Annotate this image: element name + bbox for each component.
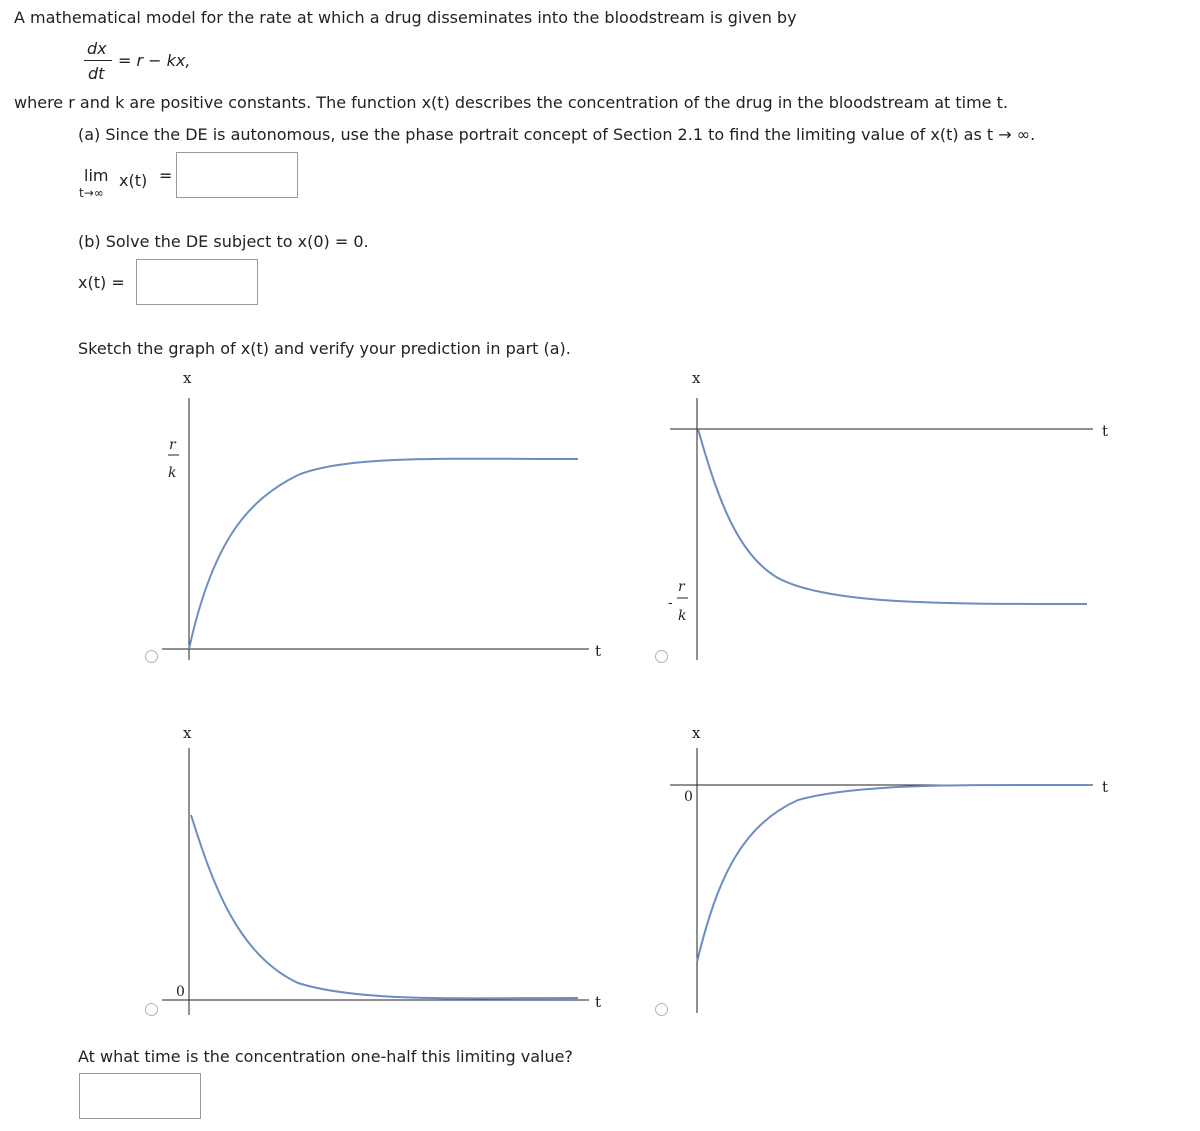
graph1-curve <box>189 459 578 649</box>
graph-option-3 <box>158 715 628 1025</box>
graph1-x-axis-label: t <box>595 642 602 660</box>
problem-statement: A mathematical model for the rate at which a drug disseminates into the bloodstream is given by <box>14 8 797 27</box>
graph-option-3-radio[interactable] <box>145 1003 158 1016</box>
equation-rhs: = r − kx, <box>118 51 191 70</box>
graph2-label-num: r <box>678 579 685 595</box>
limit-word: lim <box>84 166 109 185</box>
limit-expression: x(t) <box>119 171 148 190</box>
derivative-denominator: dt <box>88 64 105 83</box>
graph3-curve <box>191 815 578 998</box>
graph3-y-axis-label: x <box>183 724 192 742</box>
graph1-label-num: r <box>169 437 176 453</box>
limit-subscript: t→∞ <box>79 186 104 200</box>
limit-equals: = <box>159 166 173 185</box>
graph4-curve <box>697 785 1087 962</box>
graph-option-2 <box>668 360 1128 670</box>
part-c-prompt: At what time is the concentration one-half this limiting value? <box>78 1047 573 1066</box>
graph2-label-den: k <box>678 608 687 624</box>
sketch-prompt: Sketch the graph of x(t) and verify your prediction in part (a). <box>78 339 571 358</box>
graph2-label-sign: - <box>668 595 673 611</box>
solution-label: x(t) = <box>78 273 125 292</box>
graph2-y-axis-label: x <box>692 369 701 387</box>
graph3-origin-label: 0 <box>176 984 185 1000</box>
graph4-x-axis-label: t <box>1102 778 1109 796</box>
graph2-curve <box>698 429 1087 604</box>
limit-answer-input[interactable] <box>176 152 298 198</box>
part-b-prompt: (b) Solve the DE subject to x(0) = 0. <box>78 232 369 251</box>
solution-answer-input[interactable] <box>136 259 258 305</box>
graph1-y-axis-label: x <box>183 369 192 387</box>
graph4-y-axis-label: x <box>692 724 701 742</box>
problem-description: where r and k are positive constants. The function x(t) describes the concentration of the drug in the bloodstream at time t. <box>14 93 1008 112</box>
derivative-numerator: dx <box>87 39 107 58</box>
graph4-origin-label: 0 <box>684 789 693 805</box>
graph-option-4 <box>668 715 1128 1025</box>
fraction-bar <box>84 60 112 61</box>
part-a-prompt: (a) Since the DE is autonomous, use the phase portrait concept of Section 2.1 to find the limiting value of x(t) as t → ∞. <box>78 125 1036 144</box>
graph2-x-axis-label: t <box>1102 422 1109 440</box>
graph-option-4-radio[interactable] <box>655 1003 668 1016</box>
graph-option-2-radio[interactable] <box>655 650 668 663</box>
graph-option-1 <box>158 360 628 670</box>
graph1-label-den: k <box>168 465 177 481</box>
graph3-x-axis-label: t <box>595 993 602 1011</box>
graph-option-1-radio[interactable] <box>145 650 158 663</box>
half-time-answer-input[interactable] <box>79 1073 201 1119</box>
